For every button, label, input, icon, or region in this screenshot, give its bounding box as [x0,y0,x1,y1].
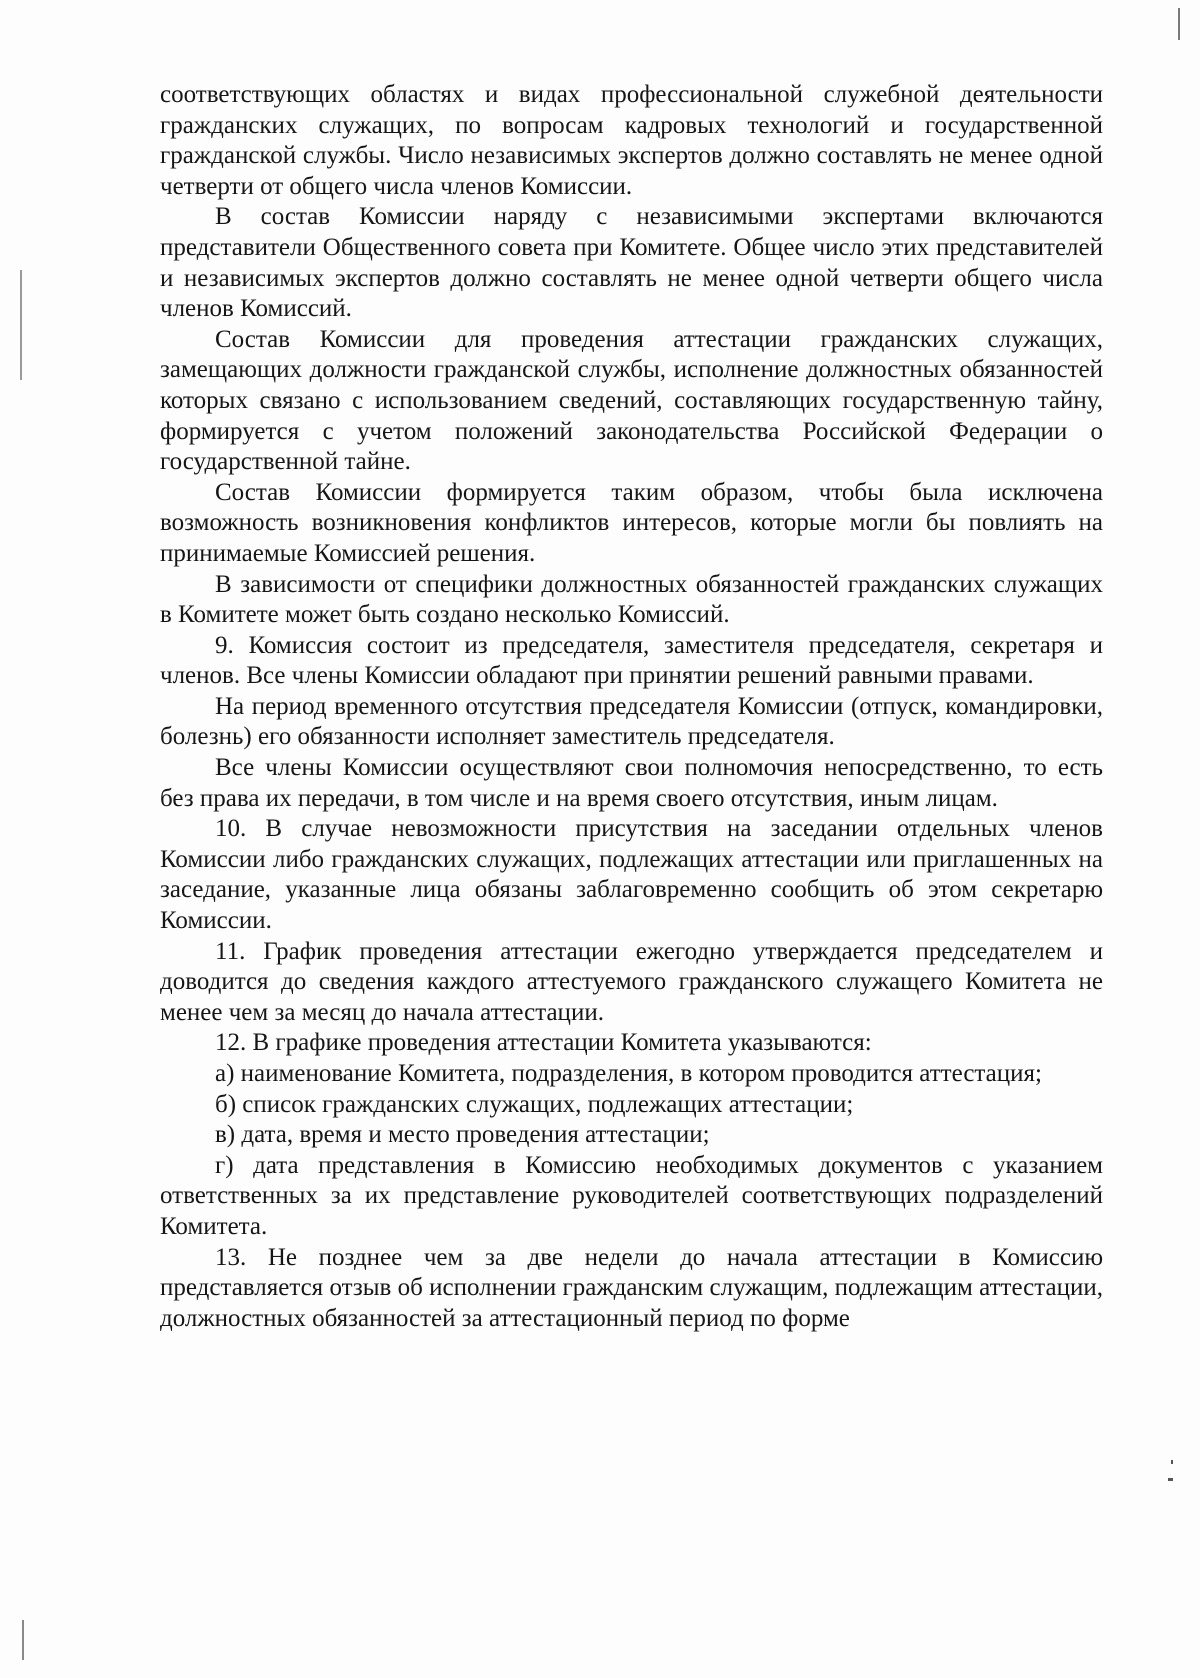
paragraph-member-powers: Все члены Комиссии осуществляют свои полномочия непосредственно, то есть без права их передачи, в том числе и на время своего отсутствия, иным лицам. [160,754,1103,812]
scan-artifact-bottom-right [1168,1478,1173,1481]
paragraph-item-13: 13. Не позднее чем за две недели до начала аттестации в Комиссию представляется отзыв об исполнении гражданским служащим, подлежащим аттестации, должностных обязанностей за аттестационный период по форме [160,1243,1103,1332]
scan-artifact-bottom-right-dot [1171,1460,1173,1464]
list-item-g: г) дата представления в Комиссию необходимых документов с указанием ответственных за их представление руководителей соответствующих подразделений Комитета. [160,1151,1103,1240]
paragraph-item-12: 12. В графике проведения аттестации Комитета указываются: [215,1029,872,1057]
document-body [160,80,1103,1334]
paragraph-chair-absence: На период временного отсутствия председателя Комиссии (отпуск, командировки, болезнь) его обязанности исполняет заместитель председателя. [160,692,1103,751]
paragraph-state-secret: Состав Комиссии для проведения аттестации гражданских служащих, замещающих должности гражданской службы, исполнение должностных обязанностей которых связано с использованием сведений, составляющих государственную тайну, формируется с учетом положений законодательства Российской Федерации о государственной тайне. [160,325,1103,476]
paragraph-item-11: 11. График проведения аттестации ежегодно утверждается председателем и доводится до сведения каждого аттестуемого гражданского служащего Комитета не менее чем за месяц до начала аттестации. [160,937,1103,1026]
list-item-v: в) дата, время и место проведения аттестации; [215,1121,710,1149]
scan-artifact-top-right [1178,8,1180,40]
paragraph-commission-composition: В состав Комиссии наряду с независимыми экспертами включаются представители Общественного совета при Комитете. Общее число этих представителей и независимых экспертов должно составлять не менее одной четверти общего числа членов Комиссий. [160,203,1103,323]
scan-artifact-left-bottom [22,1620,24,1660]
paragraph-item-9: 9. Комиссия состоит из председателя, заместителя председателя, секретаря и членов. Все члены Комиссии обладают при принятии решений равными правами. [160,631,1103,690]
paragraph-continuation: соответствующих областях и видах профессиональной служебной деятельности гражданских служащих, по вопросам кадровых технологий и государственной гражданской службы. Число независимых экспертов должно составлять не менее одной четверти от общего числа членов Комиссии. [160,81,1103,200]
list-item-a: а) наименование Комитета, подразделения, в котором проводится аттестация; [215,1060,1042,1087]
list-item-b: б) список гражданских служащих, подлежащих аттестации; [215,1090,854,1118]
paragraph-conflict-of-interest: Состав Комиссии формируется таким образом, чтобы была исключена возможность возникновения конфликтов интересов, которые могли бы повлиять на принимаемые Комиссией решения. [160,478,1103,567]
paragraph-multiple-commissions: В зависимости от специфики должностных обязанностей гражданских служащих в Комитете может быть создано несколько Комиссий. [160,570,1103,629]
scan-artifact-left [20,270,22,380]
paragraph-item-10: 10. В случае невозможности присутствия на заседании отдельных членов Комиссии либо гражданских служащих, подлежащих аттестации или приглашенных на заседание, указанные лица обязаны заблаговременно сообщить об этом секретарю Комиссии. [160,815,1103,935]
